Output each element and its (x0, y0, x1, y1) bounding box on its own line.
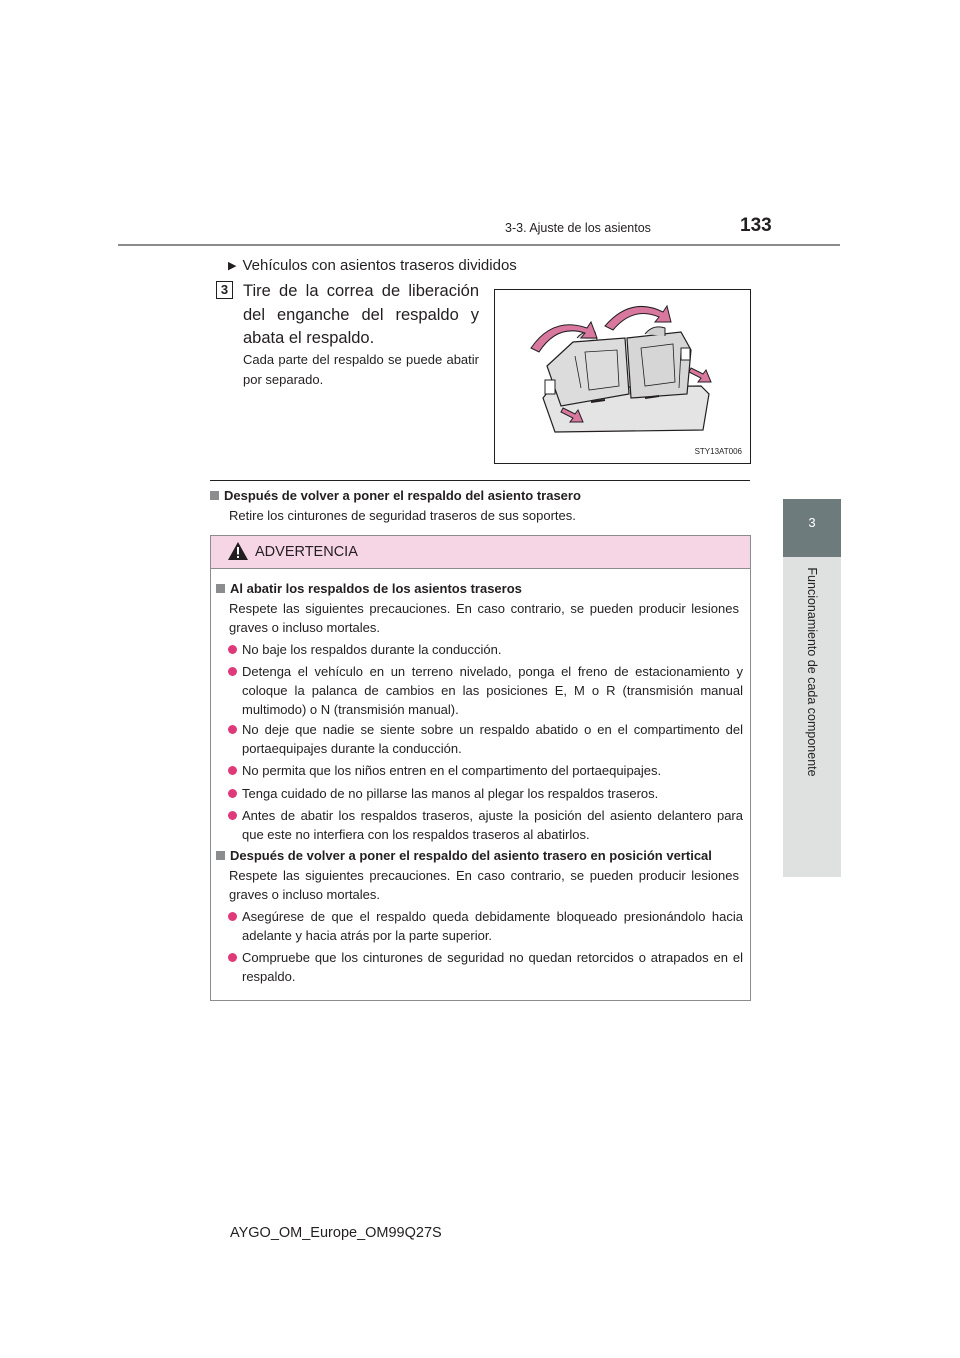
warning-group-title-text: Al abatir los respaldos de los asientos traseros (230, 581, 522, 596)
rear-seat-illustration (494, 289, 751, 464)
warning-bullet-text: Compruebe que los cinturones de seguridad no quedan retorcidos o atrapados en el respaldo. (242, 950, 743, 984)
subheading (228, 257, 517, 274)
square-bullet-icon (210, 491, 219, 500)
bullet-dot-icon (228, 645, 237, 654)
warning-triangle-icon (227, 541, 249, 561)
warning-bullet (228, 948, 743, 986)
warning-bullet (228, 784, 743, 803)
warning-group-title (216, 579, 522, 598)
figure-code: STY13AT006 (694, 447, 742, 456)
page-number: 133 (740, 215, 772, 236)
bullet-dot-icon (228, 667, 237, 676)
section-divider (210, 480, 750, 481)
section-heading-text: Después de volver a poner el respaldo del asiento trasero (224, 488, 581, 503)
warning-bullet-text: No permita que los niños entren en el compartimento del portaequipajes. (242, 763, 662, 778)
warning-bullet (228, 662, 743, 719)
warning-bullet (228, 806, 743, 844)
bullet-dot-icon (228, 789, 237, 798)
warning-group-title (216, 846, 712, 865)
subheading-text: Vehículos con asientos traseros divididos (242, 257, 517, 274)
bullet-dot-icon (228, 766, 237, 775)
step-instruction: Tire de la correa de liberación del enganche del respaldo y abata el respaldo. (243, 282, 479, 347)
warning-bullet-text: Tenga cuidado de no pillarse las manos al plegar los respaldos traseros. (242, 786, 659, 801)
warning-bullet-text: Detenga el vehículo en un terreno nivelado, ponga el freno de estacionamiento y coloque la palanca de cambios en las posiciones E, M o R (transmisión manual multimodo) o N (transmisión manual). (242, 664, 743, 717)
warning-bullet-text: Antes de abatir los respaldos traseros, ajuste la posición del asiento delantero para que este no interfiera con los respaldos traseros al abatirlos. (242, 808, 743, 842)
warning-bullet-text: No deje que nadie se siente sobre un respaldo abatido o en el compartimento del portaequipajes durante la conducción. (242, 722, 743, 756)
bullet-dot-icon (228, 725, 237, 734)
right-triangle-icon: ▶ (228, 260, 237, 272)
warning-title: ADVERTENCIA (255, 544, 358, 560)
step-number-box: 3 (216, 281, 233, 299)
warning-bullet (228, 761, 743, 780)
section-heading (210, 488, 581, 503)
warning-bullet-text: Asegúrese de que el respaldo queda debidamente bloqueado presionándolo hacia adelante y hacia atrás por la parte superior. (242, 909, 743, 943)
warning-header (211, 536, 750, 569)
warning-bullet (228, 720, 743, 758)
chapter-number: 3 (808, 515, 816, 530)
warning-group-title-text: Después de volver a poner el respaldo del asiento trasero en posición vertical (230, 848, 712, 863)
bullet-dot-icon (228, 811, 237, 820)
chapter-label: Funcionamiento de cada componente (805, 567, 819, 777)
square-bullet-icon (216, 851, 225, 860)
bullet-dot-icon (228, 953, 237, 962)
warning-intro: Respete las siguientes precauciones. En caso contrario, se pueden producir lesiones graves o incluso mortales. (229, 601, 739, 635)
bullet-dot-icon (228, 912, 237, 921)
header-divider (118, 244, 840, 246)
square-bullet-icon (216, 584, 225, 593)
section-title: 3-3. Ajuste de los asientos (505, 221, 651, 235)
warning-bullet (228, 640, 743, 659)
step-note: Cada parte del respaldo se puede abatir por separado. (243, 352, 479, 387)
folding-seat-drawing (495, 290, 750, 463)
warning-bullet (228, 907, 743, 945)
warning-intro: Respete las siguientes precauciones. En caso contrario, se pueden producir lesiones graves o incluso mortales. (229, 868, 739, 902)
document-code: AYGO_OM_Europe_OM99Q27S (230, 1225, 442, 1241)
warning-bullet-text: No baje los respaldos durante la conducción. (242, 642, 502, 657)
section-body: Retire los cinturones de seguridad traseros de sus soportes. (229, 508, 576, 523)
